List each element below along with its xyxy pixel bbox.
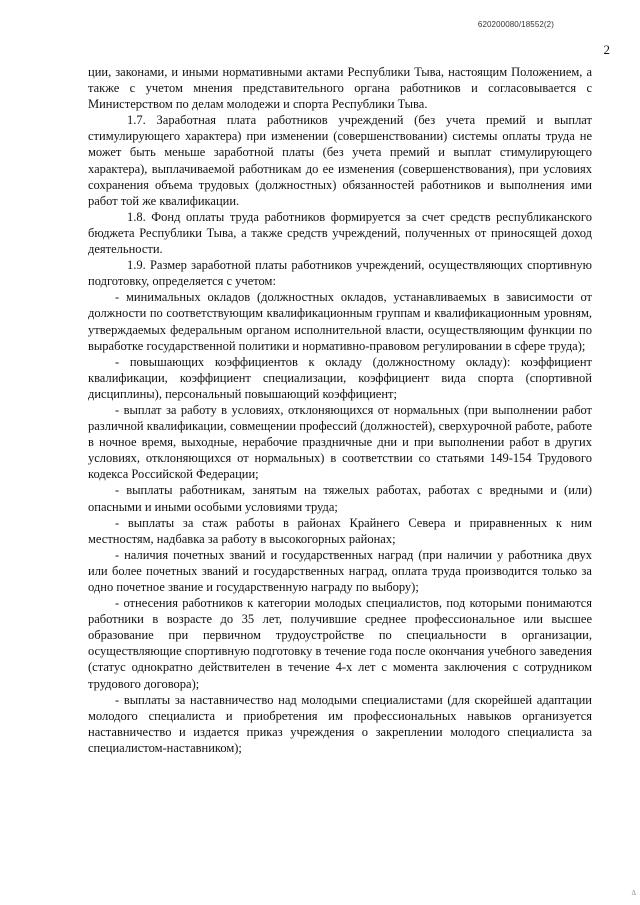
- list-item-mentorship: - выплаты за наставничество над молодыми специалистами (для скорейшей адаптации молодого специалиста и приобретения им профессиональных навыков организуется наставничество и издается приказ учреждения о закреплении молодого специалиста за специалистом-наставником);: [88, 692, 592, 755]
- paragraph-1-9: 1.9. Размер заработной платы работников учреждений, осуществляющих спортивную подготовку, определяется с учетом:: [88, 258, 592, 289]
- list-item-young-specialists: - отнесения работников к категории молодых специалистов, под которыми понимаются работники в возрасте до 35 лет, получившие среднее профессиональное или высшее образование при первичном трудоустройстве по специальности в организации, осуществляющие спортивную подготовку в течение года после окончания учебного заведения (статус однократно действителен в течение 4-х лет с момента заключения с сотрудником трудового договора);: [88, 596, 592, 691]
- page-body: [88, 64, 592, 756]
- paragraph-intro-continuation: ции, законами, и иными нормативными актами Республики Тыва, настоящим Положением, а также с учетом мнения представительного органа работников и согласовывается с Министерством по делам молодежи и спорта Республики Тыва.: [88, 65, 592, 112]
- list-item-minimal-salaries: - минимальных окладов (должностных окладов, устанавливаемых в зависимости от должности по соответствующим квалификационным группам и квалификационным уровням, утверждаемых федеральным органом исполнительной власти, осуществляющим функции по выработке государственной политики и нормативно-правовом регулировании в сфере труда);: [88, 290, 592, 353]
- list-item-coefficients: - повышающих коэффициентов к окладу (должностному окладу): коэффициент квалификации, коэффициент специализации, коэффициент вида спорта (спортивной дисциплины), персональный повышающий коэффициент;: [88, 354, 592, 401]
- list-item-honorary-titles: - наличия почетных званий и государственных наград (при наличии у работника двух или более почетных званий и государственных наград, оплата труда производится только за одно почетное звание и государственную награду по выбору);: [88, 547, 592, 594]
- page-number: 2: [603, 42, 610, 57]
- document-id: 620200080/18552(2): [477, 20, 554, 29]
- list-item-northern-service: - выплаты за стаж работы в районах Крайнего Севера и приравненных к ним местностям, надбавка за работу в высокогорных районах;: [88, 515, 592, 546]
- paragraph-1-7: 1.7. Заработная плата работников учреждений (без учета премий и выплат стимулирующего характера) при изменении (совершенствовании) системы оплаты труда не может быть меньше заработной платы (без учета премий и выплат стимулирующего характера), выплачиваемой работникам до ее изменения (совершенствования), при условиях сохранения объема трудовых (должностных) обязанностей работников и выполнения ими работ той же квалификации.: [88, 113, 592, 208]
- corner-mark: Δ: [631, 889, 636, 897]
- list-item-hazardous-work: - выплаты работникам, занятым на тяжелых работах, работах с вредными и (или) опасными и иными особыми условиями труда;: [88, 483, 592, 514]
- list-item-special-conditions: - выплат за работу в условиях, отклоняющихся от нормальных (при выполнении работ различной квалификации, совмещении профессий (должностей), сверхурочной работе, работе в ночное время, выходные, нерабочие праздничные дни и при выполнении работ в других условиях, отклоняющихся от нормальных) в соответствии со статьями 149-154 Трудового кодекса Российской Федерации;: [88, 402, 592, 482]
- paragraph-1-8: 1.8. Фонд оплаты труда работников формируется за счет средств республиканского бюджета Республики Тыва, а также средств учреждений, полученных от приносящей доход деятельности.: [88, 209, 592, 257]
